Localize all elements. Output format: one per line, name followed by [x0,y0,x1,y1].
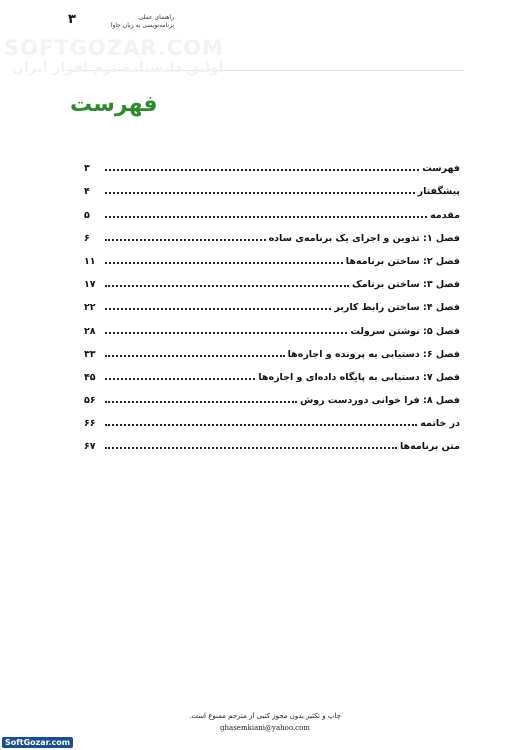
header-title-line1: راهنمای عملی [138,14,174,21]
toc-entry-page: ۶۷ [84,441,96,453]
toc-row[interactable] [84,383,460,406]
toc-dot-leader [105,308,331,310]
toc-entry-page: ۳۳ [84,348,96,360]
toc-entry-label: متن برنامه‌ها [399,441,460,453]
toc-entry-page: ۲۲ [84,302,96,314]
toc-dot-leader [105,169,419,171]
toc-row[interactable] [84,221,460,244]
toc-entry-page: ۴ [84,186,90,198]
toc-row[interactable] [84,151,460,174]
toc-entry-page: ۴۵ [84,371,96,383]
copyright-notice: چاپ و تکثیر بدون مجوز کتبی از مترجم ممنوع است. [189,712,341,720]
toc-row[interactable] [84,360,460,383]
toc-dot-leader [105,378,255,380]
toc-entry-page: ۵۶ [84,395,96,407]
toc-entry-page: ۲۸ [84,325,96,337]
toc-row[interactable] [84,290,460,313]
toc-dot-leader [105,216,427,218]
toc-row[interactable] [84,313,460,336]
header-book-title [64,14,174,30]
toc-dot-leader [105,192,415,194]
toc-entry-page: ۱۷ [84,279,96,291]
page-title: فهرست [70,92,158,117]
toc-entry-page: ۱۱ [84,255,96,267]
toc-entry-page: ۶۶ [84,418,96,430]
toc-entry-label: فصل ۸: فرا خوانی دوردست روش [300,395,460,407]
toc-entry-label: فهرست [422,163,460,175]
toc-entry-label: فصل ۳: ساختن برنامک [351,279,460,291]
corner-logo: SoftGozar.com [2,737,73,748]
toc-row[interactable] [84,429,460,452]
toc-entry-label: مقدمه [430,209,460,221]
toc-dot-leader [105,355,285,357]
header-title-line2: برنامه‌نویسی به زبان جاوا [110,22,174,29]
toc-entry-label: فصل ۲: ساختن برنامه‌ها [345,255,460,267]
toc-entry-label: فصل ۶: دستیابی به پرونده و اجازه‌ها [287,348,460,360]
toc-dot-leader [105,239,266,241]
toc-entry-label: فصل ۵: نوشتن سرولت [350,325,460,337]
toc-entry-label: پیشگفتار [417,186,460,198]
toc-entry-page: ۵ [84,209,90,221]
toc-row[interactable] [84,406,460,429]
toc-dot-leader [105,401,297,403]
toc-dot-leader [105,447,397,449]
watermark-line2: اولین دانشنامه نرم افزار ایران [12,60,224,76]
toc-dot-leader [105,262,343,264]
toc-dot-leader [105,285,349,287]
toc-row[interactable] [84,197,460,220]
toc-entry-page: ۶ [84,232,90,244]
toc-entry-label: فصل ۱: تدوین و اجرای یک برنامه‌ی ساده [268,232,460,244]
toc-row[interactable] [84,337,460,360]
toc-row[interactable] [84,267,460,290]
toc-dot-leader [105,332,347,334]
header-page-number: ۳ [68,12,76,27]
toc-dot-leader [105,424,417,426]
toc-entry-label: در خاتمه [420,418,460,430]
author-email: ghasemkiani@yahoo.com [220,724,310,732]
toc-entry-label: فصل ۷: دستیابی به پایگاه داده‌ای و اجازه‌ها [258,371,460,383]
toc-row[interactable] [84,244,460,267]
toc-entry-label: فصل ۴: ساختن رابط کاربر [334,302,460,314]
table-of-contents [84,151,460,452]
toc-row[interactable] [84,174,460,197]
toc-entry-page: ۳ [84,163,90,175]
watermark-line1: SOFTGOZAR.COM [4,36,224,60]
